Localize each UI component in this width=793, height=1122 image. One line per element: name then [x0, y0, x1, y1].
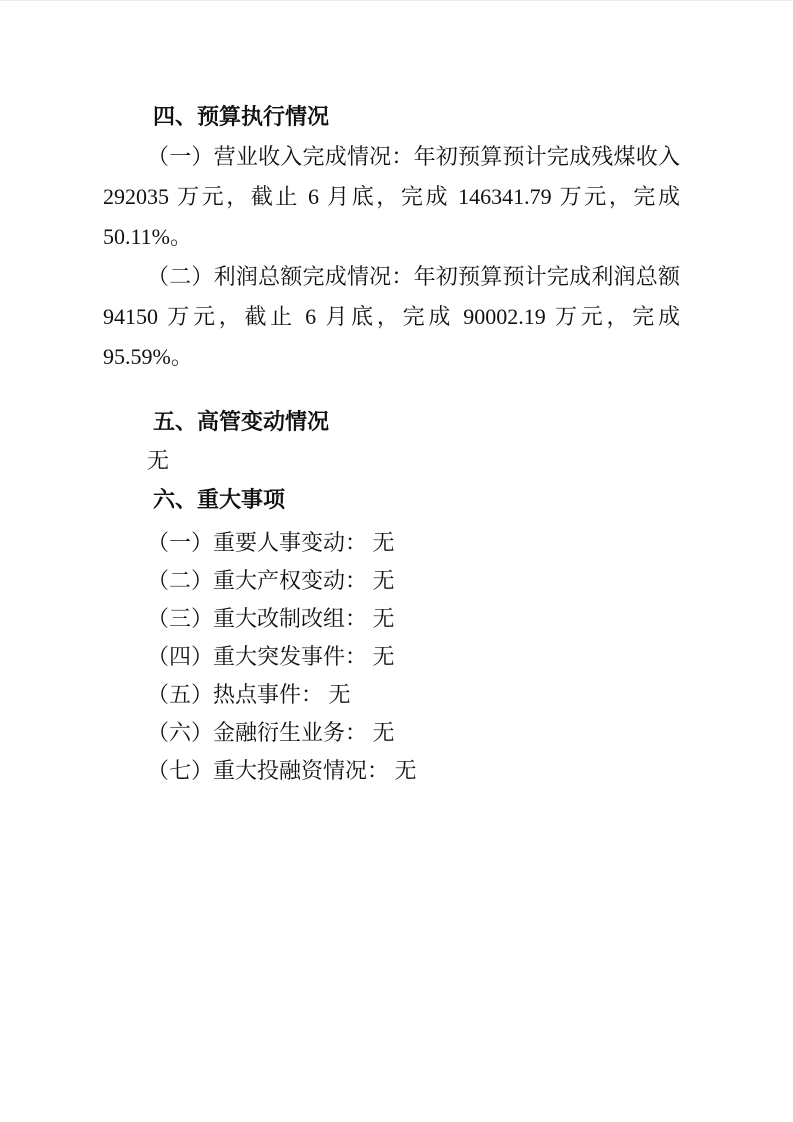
section-heading-budget-execution: 四、预算执行情况: [153, 104, 330, 129]
section-executive-changes: [103, 402, 680, 480]
list-item-hot-events: （五）热点事件： 无: [147, 682, 351, 707]
section-budget-execution: [103, 97, 680, 377]
list-item-property-rights-changes: （二）重大产权变动： 无: [147, 568, 395, 593]
paragraph-profit-completion: （二）利润总额完成情况：年初预算预计完成利润总额 94150 万元，截止 6 月底，完成 90002.19 万元，完成 95.59%。: [103, 264, 680, 369]
paragraph-revenue-completion: （一）营业收入完成情况：年初预算预计完成残煤收入 292035 万元，截止 6 月底，完成 146341.79 万元，完成 50.11%。: [103, 144, 680, 249]
section-heading-executive-changes: 五、高管变动情况: [153, 409, 330, 434]
section-major-matters: [103, 480, 680, 790]
list-item-emergencies: （四）重大突发事件： 无: [147, 644, 395, 669]
list-item-major-investment-financing: （七）重大投融资情况： 无: [147, 758, 417, 783]
paragraph-executive-changes-none: 无: [147, 448, 170, 473]
list-item-restructuring: （三）重大改制改组： 无: [147, 606, 395, 631]
list-item-personnel-changes: （一）重要人事变动： 无: [147, 530, 395, 555]
section-heading-major-matters: 六、重大事项: [153, 487, 286, 512]
list-item-financial-derivatives: （六）金融衍生业务： 无: [147, 720, 395, 745]
